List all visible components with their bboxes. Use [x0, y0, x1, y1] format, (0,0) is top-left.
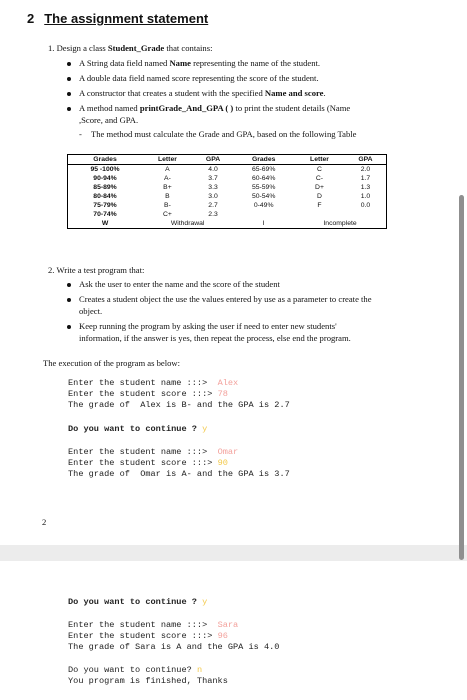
table-cell: 55-59% [251, 184, 276, 191]
table-header: GPA [193, 155, 233, 165]
console-line: Do you want to continue? n [68, 665, 203, 675]
table-cell: Withdrawal [142, 219, 233, 229]
table-row [68, 174, 387, 183]
table-cell [345, 210, 387, 219]
table-cell: 70-74% [68, 210, 143, 219]
console-line: Do you want to continue ? y [68, 597, 208, 607]
bullet-icon [67, 62, 71, 66]
execution-heading: The execution of the program as below: [43, 358, 180, 368]
table-header: GPA [345, 155, 387, 165]
document-page-2 [0, 561, 467, 700]
q2-bullet-create-cont: object. [79, 306, 103, 316]
section-heading [27, 11, 208, 26]
table-cell: A- [164, 175, 171, 182]
console-line: Enter the student score :::> 96 [68, 631, 228, 641]
table-header: Letter [142, 155, 193, 165]
table-cell: 4.0 [208, 166, 218, 173]
q2-bullet-ask: Ask the user to enter the name and the score of the student [79, 279, 280, 289]
table-header: Letter [294, 155, 345, 165]
table-cell: C [317, 166, 322, 173]
table-cell: 0.0 [345, 201, 387, 210]
table-cell: 3.0 [208, 193, 218, 200]
table-row [68, 219, 387, 229]
table-cell [233, 210, 294, 219]
console-line: You program is finished, Thanks [68, 676, 228, 686]
bullet-icon [67, 325, 71, 329]
table-row [68, 192, 387, 201]
table-cell: B- [164, 202, 171, 209]
table-cell: 95 -100% [68, 165, 143, 175]
table-cell: W [68, 219, 143, 229]
console-line: Do you want to continue ? y [68, 424, 208, 434]
console-line: The grade of Sara is A and the GPA is 4.0 [68, 642, 280, 652]
table-cell: 60-64% [251, 175, 276, 182]
table-cell: B [165, 193, 170, 200]
table-cell: 2.3 [208, 211, 218, 218]
table-cell: 0-49% [253, 202, 274, 209]
table-cell: 90-94% [68, 174, 143, 183]
table-row [68, 183, 387, 192]
table-cell: 2.0 [345, 165, 387, 175]
section-number: 2 [27, 11, 35, 26]
table-cell: C+ [162, 211, 172, 218]
table-header: Grades [233, 155, 294, 165]
q2-bullet-create: Creates a student object the use the values entered by use as a parameter to create the [79, 294, 372, 304]
table-row [68, 201, 387, 210]
bullet-icon [67, 298, 71, 302]
table-cell: D [317, 193, 322, 200]
console-line: Enter the student score :::> 90 [68, 458, 228, 468]
table-cell: 1.7 [345, 174, 387, 183]
bullet-icon [67, 77, 71, 81]
table-row [68, 210, 387, 219]
q2-bullet-loop: Keep running the program by asking the user if need to enter new students' [79, 321, 337, 331]
page-number: 2 [42, 517, 47, 527]
table-cell [294, 210, 345, 219]
console-line: Enter the student name :::> Omar [68, 447, 239, 457]
q1-bullet-score: A double data field named score representing the score of the student. [79, 73, 319, 83]
table-cell: I [233, 219, 294, 229]
table-cell: 2.7 [208, 202, 218, 209]
q2-lead: 2. Write a test program that: [48, 265, 145, 275]
table-cell: B+ [163, 184, 172, 191]
scrollbar-thumb[interactable] [459, 195, 464, 560]
table-row [68, 165, 387, 175]
bullet-icon [67, 92, 71, 96]
table-cell: Incomplete [294, 219, 386, 229]
table-cell: 3.3 [208, 184, 218, 191]
table-cell: 3.7 [208, 175, 218, 182]
console-line: Enter the student score :::> 78 [68, 389, 228, 399]
console-line: The grade of Alex is B- and the GPA is 2.7 [68, 400, 290, 410]
table-cell: 1.0 [345, 192, 387, 201]
table-cell: A [165, 166, 170, 173]
q1-bullet-constructor: A constructor that creates a student with the specified Name and score. [79, 88, 326, 98]
section-title: The assignment statement [44, 11, 209, 26]
table-cell: 50-54% [251, 193, 276, 200]
table-cell: 85-89% [68, 183, 143, 192]
table-cell: 1.3 [345, 183, 387, 192]
table-cell: 80-84% [68, 192, 143, 201]
q1-bullet-method: A method named printGrade_And_GPA ( ) to print the student details (Name [79, 103, 351, 113]
grade-table [67, 154, 387, 229]
console-line: Enter the student name :::> Sara [68, 620, 239, 630]
q2-bullet-loop-cont: information, if the answer is yes, then repeat the process, else end the program. [79, 333, 351, 343]
table-header-row [68, 155, 387, 165]
table-cell: D+ [315, 184, 324, 191]
table-cell: F [317, 202, 322, 209]
table-cell: C- [315, 175, 324, 182]
bullet-icon [67, 107, 71, 111]
table-cell: 75-79% [68, 201, 143, 210]
q1-bullet-name: A String data field named Name representing the name of the student. [79, 58, 321, 68]
dash-marker: - [79, 129, 82, 139]
console-line: The grade of Omar is A- and the GPA is 3.7 [68, 469, 290, 479]
console-line: Enter the student name :::> Alex [68, 378, 239, 388]
q1-bullet-method-cont: ,Score, and GPA. [79, 115, 139, 125]
q1-lead: 1. Design a class Student_Grade that contains: [48, 43, 213, 53]
table-cell: 65-69% [251, 166, 276, 173]
q1-table-intro: The method must calculate the Grade and GPA, based on the following Table [91, 129, 357, 139]
bullet-icon [67, 283, 71, 287]
table-header: Grades [68, 155, 143, 165]
